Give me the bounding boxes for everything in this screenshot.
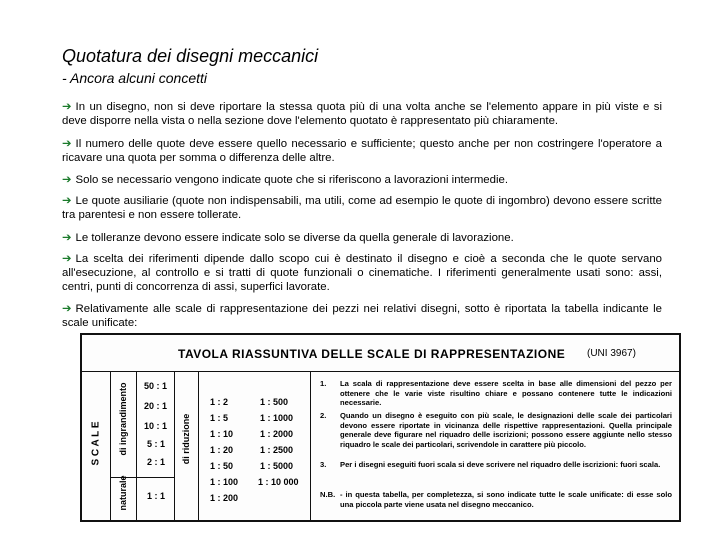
scale-value: 10 : 1 <box>144 421 168 431</box>
arrow-right-icon: ➔ <box>62 232 72 244</box>
paragraph-5: ➔ Le tolleranze devono essere indicate solo se diverse da quella generale di lavorazione. <box>62 232 514 244</box>
scale-value: 2 : 1 <box>147 457 166 467</box>
scale-side-label: S C A L E <box>90 421 102 466</box>
scale-value: 1 : 2000 <box>260 429 294 439</box>
scale-value: 1 : 50 <box>210 461 234 471</box>
table-note-1: 1. La scala di rappresentazione deve essere scelta in base alle dimensioni del pezzo per ottenere che le varie viste risultino chiare e possano contenere tutte le indicazioni necessarie. <box>320 379 672 407</box>
paragraph-2: ➔ Il numero delle quote deve essere quello necessario e sufficiente; questo anche per non costringere l'operatore a ricavare una quota per somma o differenza delle altre. <box>62 138 662 164</box>
scale-value: 20 : 1 <box>144 401 168 411</box>
table-divider <box>110 371 111 520</box>
paragraph-7: ➔ Relativamente alle scale di rappresentazione dei pezzi nei relativi disegni, sotto è riportata la tabella indicante le scale unificate: <box>62 303 662 329</box>
scale-value: 1 : 500 <box>260 397 289 407</box>
scales-table <box>80 333 681 522</box>
scale-value: 50 : 1 <box>144 381 168 391</box>
page-title: Quotatura dei disegni meccanici <box>62 46 319 66</box>
table-title: TAVOLA RIASSUNTIVA DELLE SCALE DI RAPPRESENTAZIONE <box>178 347 566 361</box>
arrow-right-icon: ➔ <box>62 253 72 265</box>
table-standard: (UNI 3967) <box>587 348 636 359</box>
scale-value: 1 : 5000 <box>260 461 294 471</box>
scale-value: 1 : 10 <box>210 429 234 439</box>
scale-value: 1 : 100 <box>210 477 239 487</box>
scale-value: 1 : 200 <box>210 493 239 503</box>
table-note-3: 3. Per i disegni eseguiti fuori scala si deve scrivere nel riquadro delle iscrizioni: fuori scala. <box>320 460 661 469</box>
scale-value: 1 : 1000 <box>260 413 294 423</box>
table-divider <box>310 371 311 520</box>
page-subtitle: - Ancora alcuni concetti <box>62 70 207 86</box>
table-divider <box>174 371 175 520</box>
paragraph-4: ➔ Le quote ausiliarie (quote non indispensabili, ma utili, come ad esempio le quote di ingombro) devono essere scritte tra parentesi e non essere tollerate. <box>62 195 662 221</box>
scale-value: 1 : 2 <box>210 397 229 407</box>
scale-value: 1 : 2500 <box>260 445 294 455</box>
scale-value: 1 : 10 000 <box>258 477 299 487</box>
ingrandimento-label: di ingrandimento <box>118 382 128 456</box>
arrow-right-icon: ➔ <box>62 195 72 207</box>
scale-value: 5 : 1 <box>147 439 166 449</box>
riduzione-label: di riduzione <box>181 413 191 465</box>
paragraph-3: ➔ Solo se necessario vengono indicate quote che si riferiscono a lavorazioni intermedie. <box>62 174 509 186</box>
scale-value: 1 : 1 <box>147 491 166 501</box>
table-divider <box>198 371 199 520</box>
arrow-right-icon: ➔ <box>62 303 72 315</box>
table-note-2: 2. Quando un disegno è eseguito con più scale, le designazioni delle scale dei particolari devono essere riportate in vicinanza delle rispettive rappresentazioni. Quella principale generale deve figurare nel riquadro delle iscrizioni; possono essere aggiunte nello stesso riquadro le scale dei particolari, scrivendole in carattere più piccolo. <box>320 411 672 449</box>
table-divider <box>136 371 137 520</box>
paragraph-1: ➔ In un disegno, non si deve riportare la stessa quota più di una volta anche se l'elemento appare in più viste e si deve disporre nella vista o nella sezione dove l'elemento quotato è rappresentato più chiaramente. <box>62 101 662 127</box>
scale-value: 1 : 20 <box>210 445 234 455</box>
naturale-label: naturale <box>118 475 128 511</box>
arrow-right-icon: ➔ <box>62 138 72 150</box>
table-note-nb: N.B. - in questa tabella, per completezza, si sono indicate tutte le scale unificate: di esse solo una piccola parte viene usata nel disegno meccanico. <box>320 490 672 509</box>
table-header-divider <box>82 371 679 372</box>
arrow-right-icon: ➔ <box>62 101 72 113</box>
scale-value: 1 : 5 <box>210 413 229 423</box>
arrow-right-icon: ➔ <box>62 174 72 186</box>
paragraph-6: ➔ La scelta dei riferimenti dipende dallo scopo cui è destinato il disegno e cioè a seconda che le quote servano all'esecuzione, al controllo e si tratti di quote funzionali o cinematiche. I riferimenti generalmente usati sono: assi, centri, punti di concorrenza di assi, superfici lavorate. <box>62 253 662 293</box>
